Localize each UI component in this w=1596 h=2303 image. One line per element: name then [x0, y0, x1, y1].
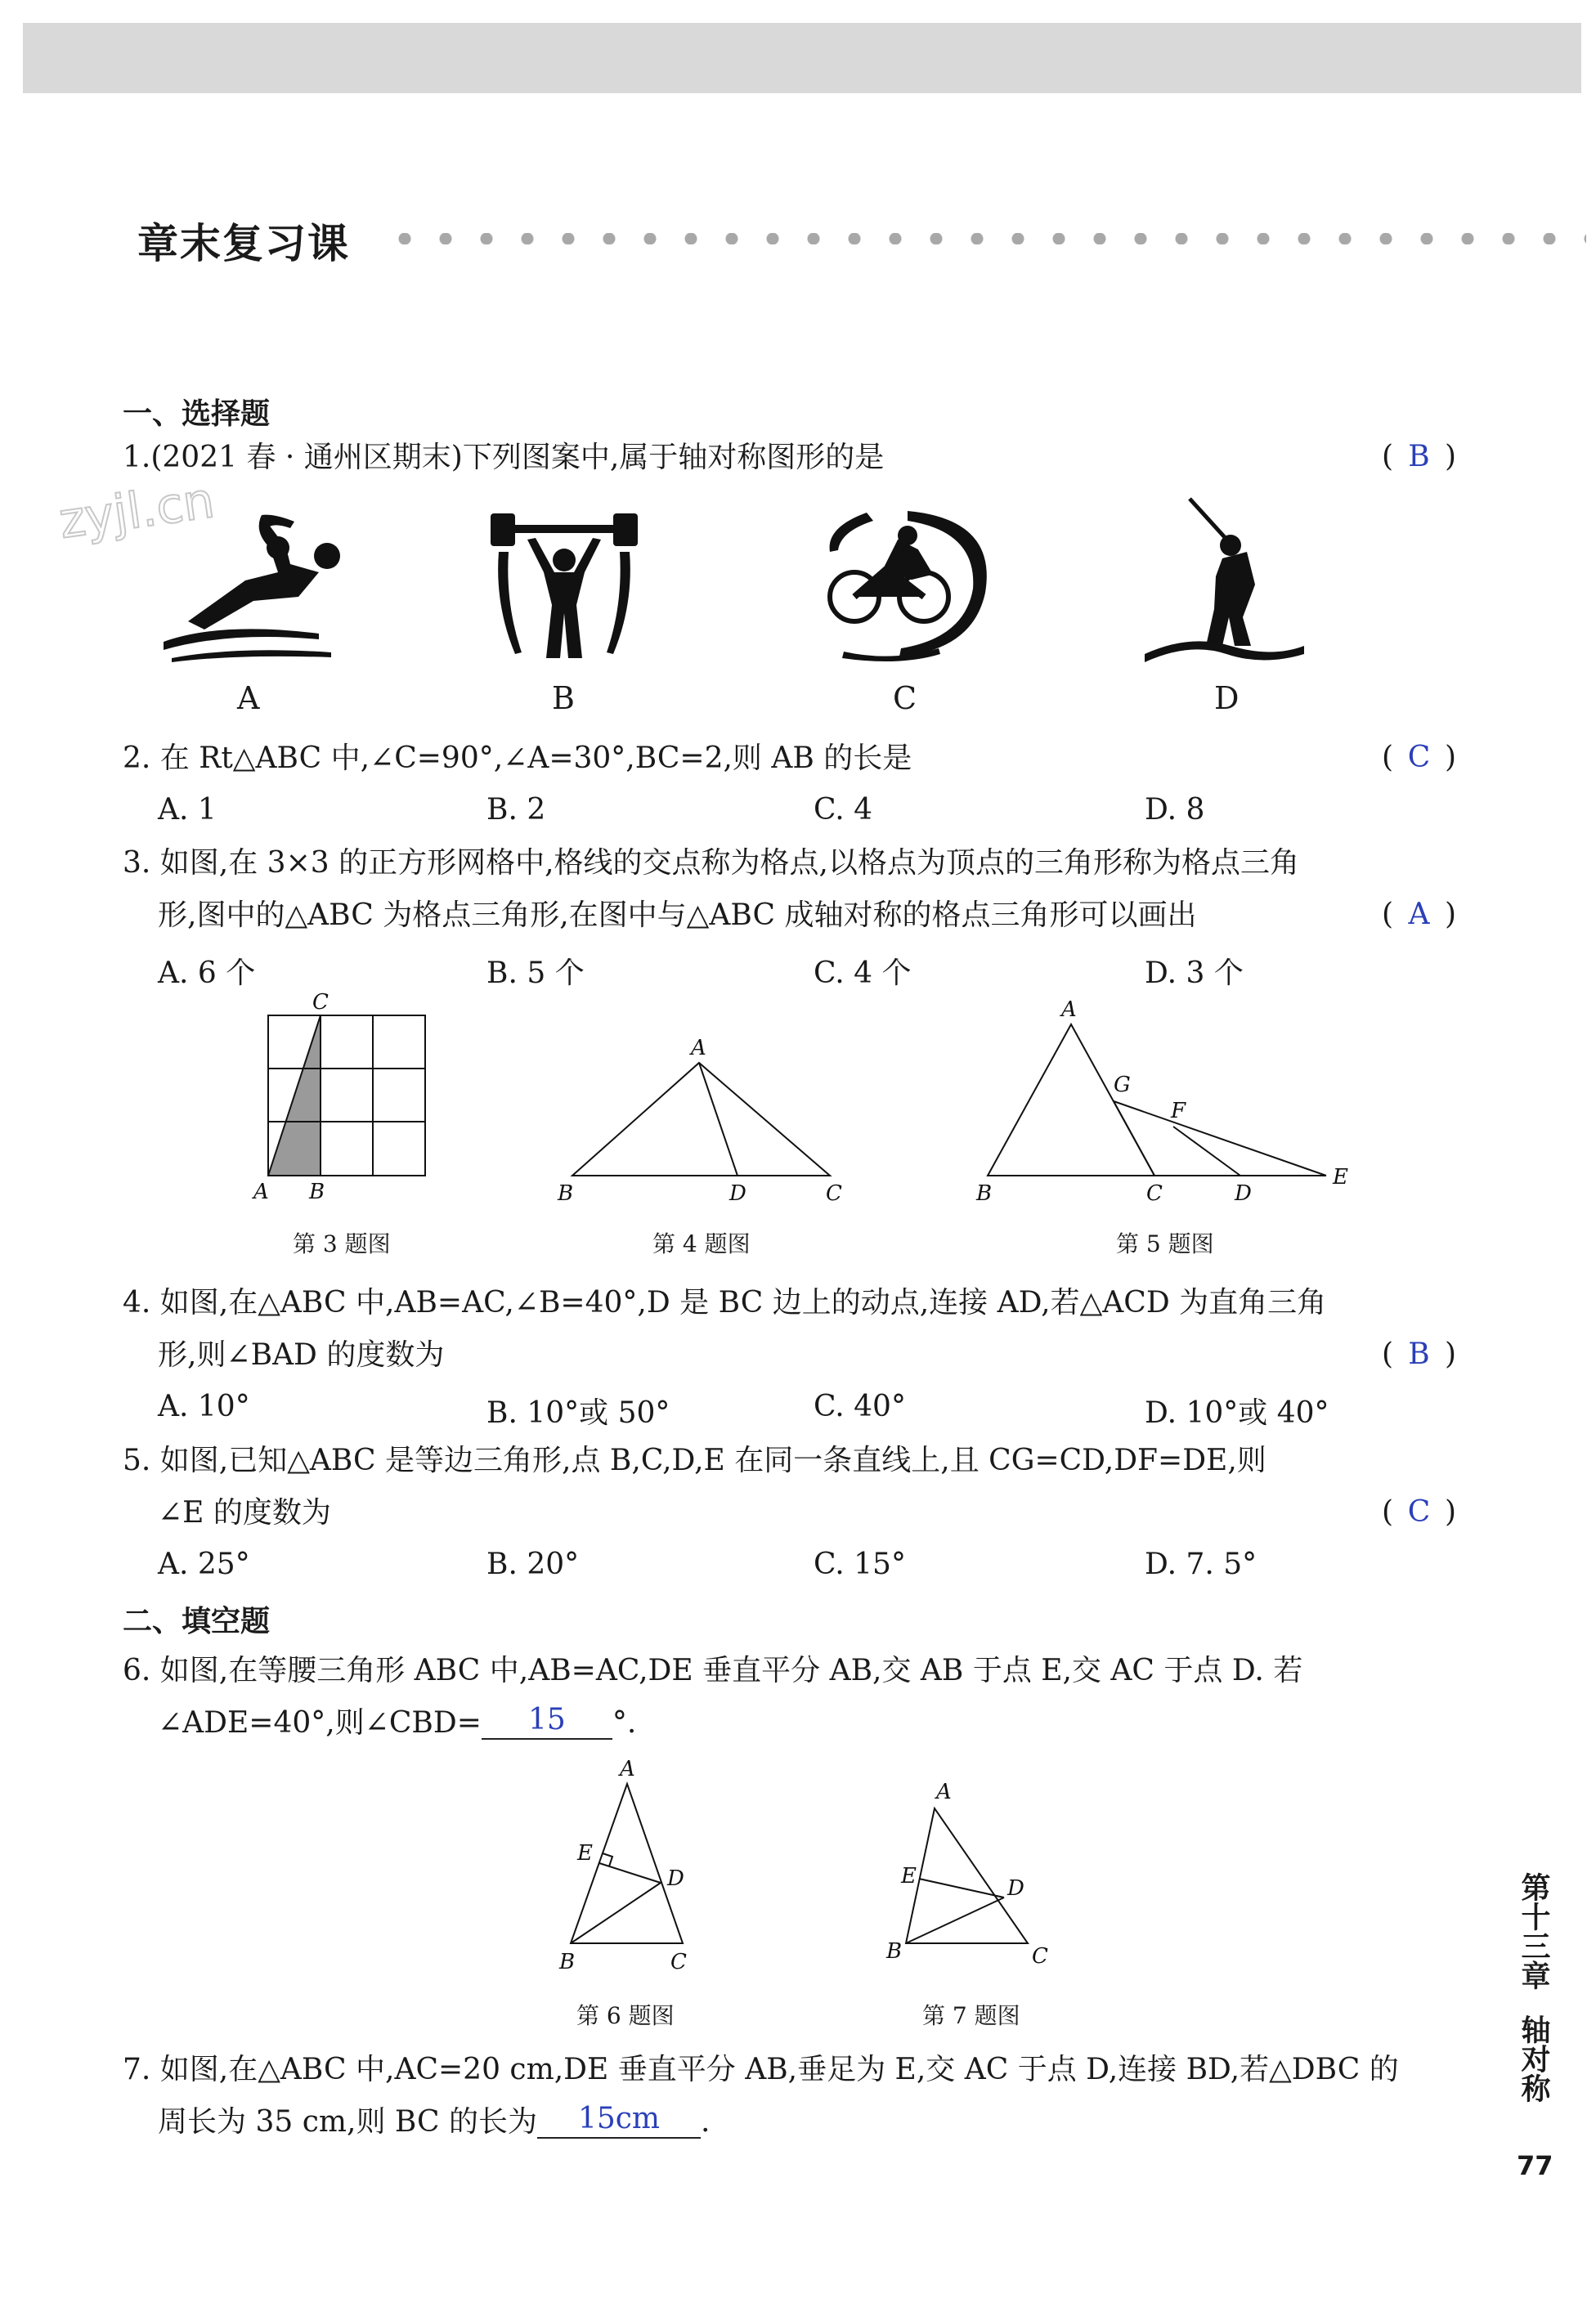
fig6-label-e: E: [577, 1841, 593, 1866]
q4-option-c: C. 40°: [814, 1390, 906, 1423]
q4-text-line2: 形,则∠BAD 的度数为: [158, 1338, 445, 1372]
q1-option-a: A: [237, 680, 260, 716]
fig7-label-c: C: [1032, 1944, 1048, 1969]
page-number: 77: [1517, 2150, 1553, 2181]
fig5-label-a: A: [1061, 997, 1077, 1022]
fig5-label-c: C: [1146, 1181, 1163, 1206]
fig5-triangle: [965, 993, 1365, 1214]
side-tab-chapter: 第十三章: [1517, 1872, 1550, 1990]
fig3-label-a: A: [253, 1180, 269, 1204]
q6-text-line2: ∠ADE=40°,则∠CBD= 15 °.: [158, 1703, 637, 1740]
q1-option-d: D: [1214, 680, 1240, 716]
q6-text-line1: 6. 如图,在等腰三角形 ABC 中,AB=AC,DE 垂直平分 AB,交 AB 于点 E,交 AC 于点 D. 若: [123, 1654, 1303, 1687]
q1-figure-d-golfer: [1141, 495, 1312, 666]
fig7-label-e: E: [901, 1864, 917, 1889]
q5-text-line2: ∠E 的度数为: [158, 1496, 331, 1530]
fig4-label-c: C: [826, 1181, 842, 1206]
q5-option-a: A. 25°: [158, 1548, 250, 1581]
q3-text-line2: 形,图中的△ABC 为格点三角形,在图中与△ABC 成轴对称的格点三角形可以画出: [158, 898, 1197, 932]
q4-option-d: D. 10°或 40°: [1145, 1396, 1329, 1430]
q2-text: 2. 在 Rt△ABC 中,∠C=90°,∠A=30°,BC=2,则 AB 的长是: [123, 742, 912, 775]
fig4-label-b: B: [558, 1181, 574, 1206]
q1-figure-b-weightlifter: [482, 507, 646, 662]
q2-option-b: B. 2: [486, 793, 546, 827]
q3-option-a: A. 6 个: [158, 957, 256, 990]
fig3-grid: [245, 989, 442, 1210]
fig7-label-b: B: [886, 1939, 903, 1964]
q1-option-c: C: [893, 680, 917, 716]
fig7-label-a: A: [936, 1780, 952, 1804]
q6-answer-blank: 15: [482, 1702, 612, 1740]
section-fill-heading: 二、填空题: [123, 1605, 271, 1638]
q4-text-line1: 4. 如图,在△ABC 中,AB=AC,∠B=40°,D 是 BC 边上的动点,连接 AD,若△ACD 为直角三角: [123, 1286, 1327, 1320]
fig3-label-b: B: [309, 1180, 325, 1204]
fig3-caption: 第 3 题图: [293, 1230, 391, 1257]
fig5-caption: 第 5 题图: [1116, 1230, 1214, 1257]
q3-answer: ( A ): [1382, 898, 1456, 931]
fig4-label-d: D: [729, 1181, 746, 1206]
q4-option-b: B. 10°或 50°: [486, 1396, 670, 1430]
fig5-label-e: E: [1333, 1165, 1348, 1190]
q7-text-line2: 周长为 35 cm,则 BC 的长为 15cm .: [158, 2102, 711, 2139]
q4-option-a: A. 10°: [158, 1390, 250, 1423]
q5-option-c: C. 15°: [814, 1548, 906, 1581]
q1-option-b: B: [552, 680, 575, 716]
fig6-label-c: C: [670, 1950, 687, 1974]
fig6-label-d: D: [667, 1866, 684, 1891]
title-dot-rule: [384, 233, 1586, 244]
q3-option-c: C. 4 个: [814, 957, 912, 990]
fig6-caption: 第 6 题图: [576, 2002, 675, 2029]
q2-option-a: A. 1: [158, 793, 217, 827]
fig6-triangle: [548, 1750, 711, 1978]
fig4-triangle: [548, 1030, 859, 1210]
fig4-caption: 第 4 题图: [652, 1230, 751, 1257]
section-choice-heading: 一、选择题: [123, 397, 271, 431]
fig3-label-c: C: [312, 990, 329, 1015]
q3-option-d: D. 3 个: [1145, 957, 1244, 990]
fig5-label-d: D: [1235, 1181, 1252, 1206]
watermark: zyjl.cn: [56, 472, 218, 550]
fig5-label-b: B: [976, 1181, 993, 1206]
fig6-label-b: B: [559, 1950, 576, 1974]
q3-option-b: B. 5 个: [486, 957, 585, 990]
fig7-triangle: [875, 1774, 1063, 1970]
q7-answer-blank: 15cm: [537, 2101, 701, 2139]
q5-option-b: B. 20°: [486, 1548, 580, 1581]
fig5-label-f: F: [1171, 1099, 1186, 1123]
chapter-side-tab: [1513, 1872, 1553, 2103]
q3-text-line1: 3. 如图,在 3×3 的正方形网格中,格线的交点称为格点,以格点为顶点的三角形称为格点三角: [123, 846, 1299, 880]
side-tab-topic: 轴对称: [1517, 2014, 1550, 2103]
fig7-caption: 第 7 题图: [922, 2002, 1020, 2029]
fig4-label-a: A: [691, 1036, 706, 1060]
q2-option-c: C. 4: [814, 793, 873, 827]
q2-option-d: D. 8: [1145, 793, 1205, 827]
q1-figure-a-volleyball: [155, 499, 352, 662]
q1-answer: ( B ): [1382, 440, 1456, 473]
q7-text-line1: 7. 如图,在△ABC 中,AC=20 cm,DE 垂直平分 AB,垂足为 E,交 AC 于点 D,连接 BD,若△DBC 的: [123, 2053, 1399, 2086]
q5-option-d: D. 7. 5°: [1145, 1548, 1258, 1581]
fig6-label-a: A: [620, 1757, 635, 1781]
q1-text: 1.(2021 春 · 通州区期末)下列图案中,属于轴对称图形的是: [123, 441, 885, 474]
top-band: [23, 23, 1581, 93]
fig5-label-g: G: [1114, 1073, 1131, 1097]
q2-answer: ( C ): [1382, 741, 1456, 774]
q5-answer: ( C ): [1382, 1495, 1456, 1529]
q5-text-line1: 5. 如图,已知△ABC 是等边三角形,点 B,C,D,E 在同一条直线上,且 CG=CD,DF=DE,则: [123, 1444, 1266, 1477]
q1-figure-c-cyclist: [809, 503, 998, 666]
fig7-label-d: D: [1007, 1876, 1024, 1901]
q4-answer: ( B ): [1382, 1337, 1456, 1371]
page-title: 章末复习课: [137, 220, 350, 267]
